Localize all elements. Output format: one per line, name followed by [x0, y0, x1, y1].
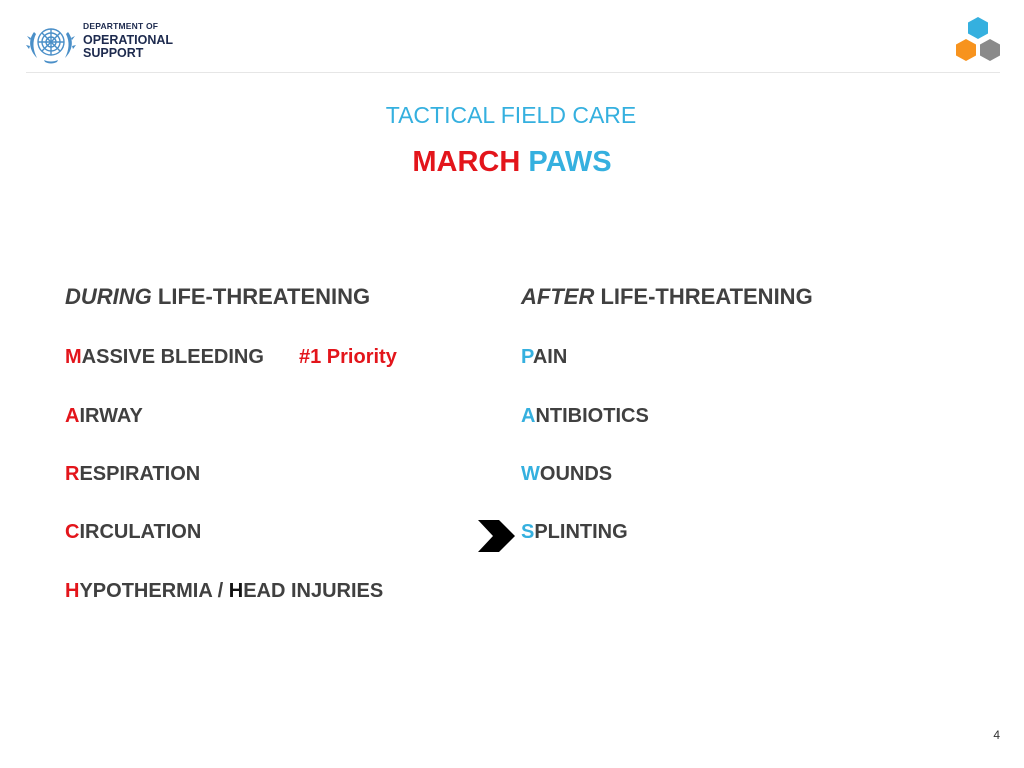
right-column-heading: [521, 284, 813, 310]
chevron-right-icon: [478, 519, 516, 553]
left-column-heading: [65, 284, 370, 310]
left-heading-emphasis: DURING: [65, 284, 152, 309]
item-text: YPOTHERMIA /: [79, 580, 229, 602]
un-emblem-icon: [24, 18, 78, 66]
left-heading-rest: LIFE-THREATENING: [151, 284, 371, 309]
list-item-antibiotics: [521, 405, 649, 428]
item-letter: A: [65, 405, 80, 427]
list-item-wounds: [521, 463, 612, 486]
item-letter: W: [521, 463, 540, 485]
title-paws: PAWS: [528, 146, 612, 178]
item-letter: A: [521, 405, 536, 427]
item-letter: P: [521, 346, 533, 368]
subtitle-text: TACTICAL FIELD CARE: [385, 102, 637, 128]
list-item-pain: [521, 346, 567, 369]
header-divider: [26, 72, 1000, 73]
title-march: MARCH: [412, 146, 521, 178]
list-item-airway: [65, 405, 143, 428]
right-heading-rest: LIFE-THREATENING: [594, 284, 813, 309]
dept-line-2: OPERATIONAL: [83, 32, 174, 47]
dept-line-3: SUPPORT: [83, 46, 144, 60]
item-text: PLINTING: [534, 521, 628, 543]
list-item-circulation: [65, 521, 201, 544]
item-letter-2: H: [228, 580, 244, 602]
item-text: ASSIVE BLEEDING: [81, 346, 264, 368]
item-letter: M: [65, 346, 82, 368]
priority-label: #1 Priority: [299, 346, 397, 368]
list-item-massive-bleeding: [65, 346, 264, 369]
item-text: IRCULATION: [79, 521, 202, 543]
item-text: IRWAY: [79, 405, 143, 427]
item-text: NTIBIOTICS: [535, 405, 649, 427]
slide-subtitle: [0, 102, 1024, 129]
item-letter: C: [65, 521, 80, 543]
slide-title: [0, 146, 1024, 179]
right-heading-emphasis: AFTER: [521, 284, 595, 309]
item-text: AIN: [532, 346, 568, 368]
list-item-splinting: [521, 521, 628, 544]
page-number: 4: [993, 728, 1000, 742]
item-letter: S: [521, 521, 535, 543]
item-letter: H: [65, 580, 80, 602]
item-text: OUNDS: [539, 463, 613, 485]
dept-line-1: DEPARTMENT OF: [83, 21, 159, 31]
hexagon-cluster-icon: [950, 14, 1006, 68]
list-item-hypothermia: [65, 580, 383, 603]
item-text-2: EAD INJURIES: [243, 580, 384, 602]
list-item-respiration: [65, 463, 200, 486]
item-letter: R: [65, 463, 80, 485]
department-wordmark: [83, 22, 173, 60]
item-text: ESPIRATION: [79, 463, 201, 485]
